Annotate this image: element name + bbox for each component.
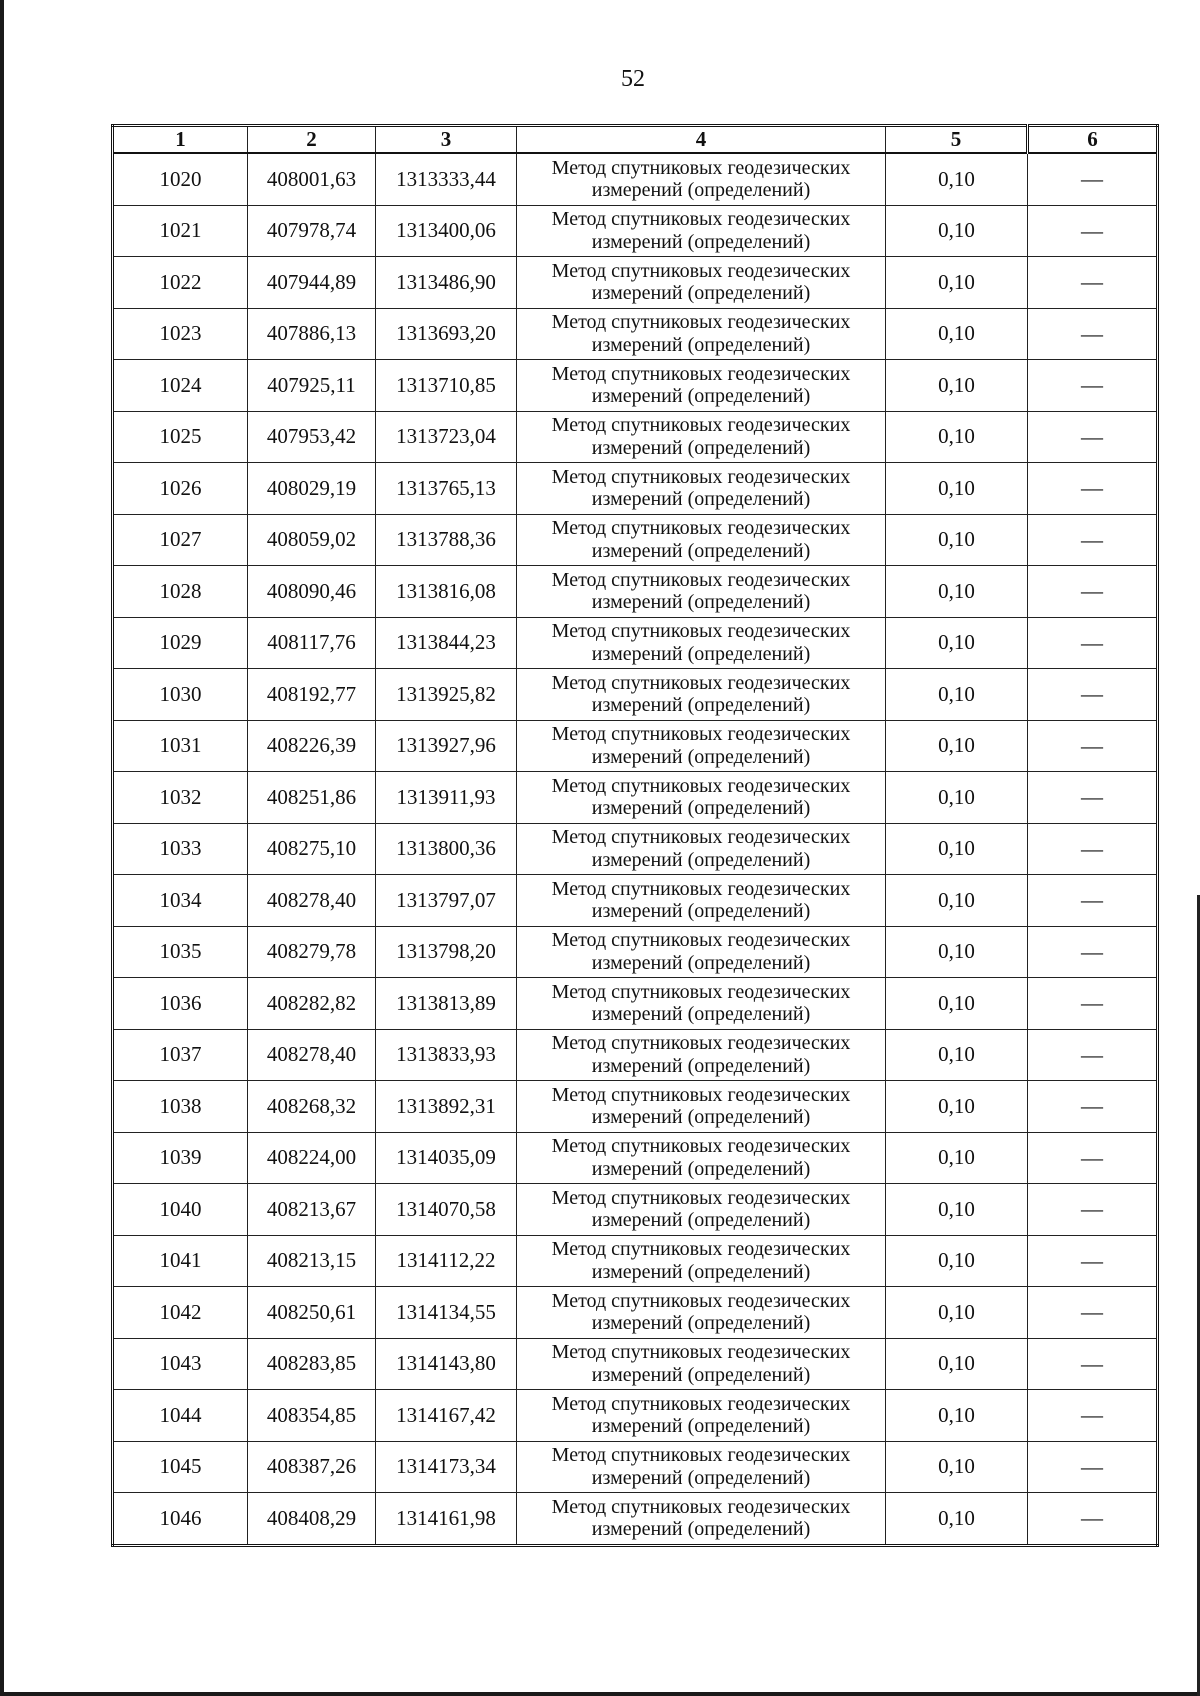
coordinates-table [111, 124, 1159, 1547]
method-cell: Метод спутниковых геодезических измерений (определений) [517, 257, 886, 309]
coordinate-y-cell: 1314161,98 [376, 1493, 517, 1546]
method-cell: Метод спутниковых геодезических измерений (определений) [517, 514, 886, 566]
accuracy-cell: 0,10 [886, 1493, 1028, 1546]
point-number-cell: 1038 [113, 1081, 248, 1133]
description-cell: — [1028, 1081, 1158, 1133]
coordinate-y-cell: 1314035,09 [376, 1132, 517, 1184]
table-row [113, 308, 1158, 360]
accuracy-cell: 0,10 [886, 1132, 1028, 1184]
description-cell: — [1028, 772, 1158, 824]
description-cell: — [1028, 360, 1158, 412]
coordinate-x-cell: 408278,40 [248, 875, 376, 927]
coordinate-y-cell: 1313925,82 [376, 669, 517, 721]
coordinate-y-cell: 1314173,34 [376, 1441, 517, 1493]
description-cell: — [1028, 1029, 1158, 1081]
coordinate-y-cell: 1314134,55 [376, 1287, 517, 1339]
coordinate-x-cell: 408226,39 [248, 720, 376, 772]
method-cell: Метод спутниковых геодезических измерений (определений) [517, 205, 886, 257]
coordinate-y-cell: 1313400,06 [376, 205, 517, 257]
point-number-cell: 1029 [113, 617, 248, 669]
coordinate-x-cell: 408224,00 [248, 1132, 376, 1184]
page-number: 52 [621, 66, 645, 92]
point-number-cell: 1037 [113, 1029, 248, 1081]
method-cell: Метод спутниковых геодезических измерений (определений) [517, 1081, 886, 1133]
table-row [113, 360, 1158, 412]
table-row [113, 823, 1158, 875]
description-cell: — [1028, 823, 1158, 875]
accuracy-cell: 0,10 [886, 257, 1028, 309]
accuracy-cell: 0,10 [886, 669, 1028, 721]
table-row [113, 617, 1158, 669]
description-cell: — [1028, 463, 1158, 515]
accuracy-cell: 0,10 [886, 772, 1028, 824]
method-cell: Метод спутниковых геодезических измерений (определений) [517, 1029, 886, 1081]
coordinate-y-cell: 1313813,89 [376, 978, 517, 1030]
method-cell: Метод спутниковых геодезических измерений (определений) [517, 308, 886, 360]
coordinate-x-cell: 408213,67 [248, 1184, 376, 1236]
point-number-cell: 1044 [113, 1390, 248, 1442]
point-number-cell: 1033 [113, 823, 248, 875]
scan-border-bottom [0, 1692, 1200, 1696]
coordinate-x-cell: 407925,11 [248, 360, 376, 412]
table-row [113, 1235, 1158, 1287]
point-number-cell: 1030 [113, 669, 248, 721]
method-cell: Метод спутниковых геодезических измерений (определений) [517, 1390, 886, 1442]
description-cell: — [1028, 617, 1158, 669]
point-number-cell: 1034 [113, 875, 248, 927]
table-row [113, 926, 1158, 978]
accuracy-cell: 0,10 [886, 978, 1028, 1030]
point-number-cell: 1046 [113, 1493, 248, 1546]
table-header [113, 126, 1158, 154]
method-cell: Метод спутниковых геодезических измерений (определений) [517, 1493, 886, 1546]
method-cell: Метод спутниковых геодезических измерений (определений) [517, 926, 886, 978]
point-number-cell: 1026 [113, 463, 248, 515]
coordinate-y-cell: 1313798,20 [376, 926, 517, 978]
description-cell: — [1028, 411, 1158, 463]
column-header-4: 4 [517, 126, 886, 154]
table-row [113, 1287, 1158, 1339]
column-header-2: 2 [248, 126, 376, 154]
description-cell: — [1028, 1338, 1158, 1390]
point-number-cell: 1025 [113, 411, 248, 463]
table-row [113, 669, 1158, 721]
coordinate-x-cell: 408275,10 [248, 823, 376, 875]
table-row [113, 205, 1158, 257]
accuracy-cell: 0,10 [886, 1287, 1028, 1339]
point-number-cell: 1028 [113, 566, 248, 618]
coordinate-y-cell: 1314070,58 [376, 1184, 517, 1236]
table-body [113, 153, 1158, 1545]
method-cell: Метод спутниковых геодезических измерений (определений) [517, 720, 886, 772]
point-number-cell: 1042 [113, 1287, 248, 1339]
coordinate-x-cell: 408090,46 [248, 566, 376, 618]
coordinate-y-cell: 1314143,80 [376, 1338, 517, 1390]
table-row [113, 1184, 1158, 1236]
point-number-cell: 1023 [113, 308, 248, 360]
accuracy-cell: 0,10 [886, 875, 1028, 927]
coordinate-y-cell: 1313892,31 [376, 1081, 517, 1133]
table-row [113, 1390, 1158, 1442]
point-number-cell: 1021 [113, 205, 248, 257]
description-cell: — [1028, 566, 1158, 618]
table-row [113, 566, 1158, 618]
coordinate-y-cell: 1313333,44 [376, 153, 517, 205]
method-cell: Метод спутниковых геодезических измерений (определений) [517, 360, 886, 412]
column-header-6: 6 [1028, 126, 1158, 154]
coordinate-y-cell: 1313816,08 [376, 566, 517, 618]
method-cell: Метод спутниковых геодезических измерений (определений) [517, 669, 886, 721]
description-cell: — [1028, 514, 1158, 566]
coordinate-x-cell: 408408,29 [248, 1493, 376, 1546]
coordinate-x-cell: 408268,32 [248, 1081, 376, 1133]
coordinate-x-cell: 408283,85 [248, 1338, 376, 1390]
point-number-cell: 1045 [113, 1441, 248, 1493]
point-number-cell: 1041 [113, 1235, 248, 1287]
point-number-cell: 1024 [113, 360, 248, 412]
table-row [113, 1441, 1158, 1493]
coordinate-y-cell: 1313911,93 [376, 772, 517, 824]
description-cell: — [1028, 205, 1158, 257]
method-cell: Метод спутниковых геодезических измерений (определений) [517, 463, 886, 515]
coordinate-y-cell: 1314112,22 [376, 1235, 517, 1287]
coordinate-x-cell: 408117,76 [248, 617, 376, 669]
accuracy-cell: 0,10 [886, 1029, 1028, 1081]
accuracy-cell: 0,10 [886, 1081, 1028, 1133]
method-cell: Метод спутниковых геодезических измерений (определений) [517, 1184, 886, 1236]
coordinate-y-cell: 1313693,20 [376, 308, 517, 360]
description-cell: — [1028, 153, 1158, 205]
accuracy-cell: 0,10 [886, 411, 1028, 463]
method-cell: Метод спутниковых геодезических измерений (определений) [517, 617, 886, 669]
coordinate-x-cell: 408029,19 [248, 463, 376, 515]
point-number-cell: 1027 [113, 514, 248, 566]
description-cell: — [1028, 1132, 1158, 1184]
header-row [113, 126, 1158, 154]
coordinate-x-cell: 408282,82 [248, 978, 376, 1030]
point-number-cell: 1035 [113, 926, 248, 978]
description-cell: — [1028, 978, 1158, 1030]
description-cell: — [1028, 1441, 1158, 1493]
description-cell: — [1028, 257, 1158, 309]
method-cell: Метод спутниковых геодезических измерений (определений) [517, 1235, 886, 1287]
description-cell: — [1028, 926, 1158, 978]
method-cell: Метод спутниковых геодезических измерений (определений) [517, 566, 886, 618]
column-header-1: 1 [113, 126, 248, 154]
table-row [113, 463, 1158, 515]
column-header-5: 5 [886, 126, 1028, 154]
scan-border-left [0, 0, 4, 1696]
point-number-cell: 1040 [113, 1184, 248, 1236]
accuracy-cell: 0,10 [886, 308, 1028, 360]
coordinate-y-cell: 1313723,04 [376, 411, 517, 463]
coordinate-x-cell: 407978,74 [248, 205, 376, 257]
accuracy-cell: 0,10 [886, 205, 1028, 257]
coordinate-y-cell: 1314167,42 [376, 1390, 517, 1442]
description-cell: — [1028, 1184, 1158, 1236]
table-row [113, 411, 1158, 463]
method-cell: Метод спутниковых геодезических измерений (определений) [517, 978, 886, 1030]
accuracy-cell: 0,10 [886, 823, 1028, 875]
accuracy-cell: 0,10 [886, 720, 1028, 772]
point-number-cell: 1043 [113, 1338, 248, 1390]
table-row [113, 1029, 1158, 1081]
coordinate-x-cell: 407886,13 [248, 308, 376, 360]
point-number-cell: 1020 [113, 153, 248, 205]
coordinate-x-cell: 407944,89 [248, 257, 376, 309]
coordinate-x-cell: 408278,40 [248, 1029, 376, 1081]
coordinate-x-cell: 408354,85 [248, 1390, 376, 1442]
method-cell: Метод спутниковых геодезических измерений (определений) [517, 1132, 886, 1184]
accuracy-cell: 0,10 [886, 617, 1028, 669]
accuracy-cell: 0,10 [886, 1441, 1028, 1493]
table-row [113, 772, 1158, 824]
method-cell: Метод спутниковых геодезических измерений (определений) [517, 1441, 886, 1493]
method-cell: Метод спутниковых геодезических измерений (определений) [517, 153, 886, 205]
table-row [113, 514, 1158, 566]
coordinate-x-cell: 408387,26 [248, 1441, 376, 1493]
accuracy-cell: 0,10 [886, 926, 1028, 978]
coordinate-y-cell: 1313833,93 [376, 1029, 517, 1081]
coordinate-x-cell: 408001,63 [248, 153, 376, 205]
coordinate-x-cell: 408192,77 [248, 669, 376, 721]
coordinate-y-cell: 1313486,90 [376, 257, 517, 309]
coordinate-y-cell: 1313844,23 [376, 617, 517, 669]
accuracy-cell: 0,10 [886, 566, 1028, 618]
description-cell: — [1028, 875, 1158, 927]
table-row [113, 1338, 1158, 1390]
accuracy-cell: 0,10 [886, 1184, 1028, 1236]
point-number-cell: 1036 [113, 978, 248, 1030]
table-row [113, 875, 1158, 927]
accuracy-cell: 0,10 [886, 1338, 1028, 1390]
accuracy-cell: 0,10 [886, 360, 1028, 412]
description-cell: — [1028, 1287, 1158, 1339]
description-cell: — [1028, 1390, 1158, 1442]
column-header-3: 3 [376, 126, 517, 154]
table-row [113, 153, 1158, 205]
coordinate-y-cell: 1313710,85 [376, 360, 517, 412]
point-number-cell: 1039 [113, 1132, 248, 1184]
coordinate-y-cell: 1313765,13 [376, 463, 517, 515]
table-row [113, 1132, 1158, 1184]
table-row [113, 257, 1158, 309]
description-cell: — [1028, 669, 1158, 721]
table-row [113, 720, 1158, 772]
coordinate-y-cell: 1313800,36 [376, 823, 517, 875]
coordinate-x-cell: 407953,42 [248, 411, 376, 463]
coordinate-y-cell: 1313797,07 [376, 875, 517, 927]
coordinate-x-cell: 408059,02 [248, 514, 376, 566]
accuracy-cell: 0,10 [886, 514, 1028, 566]
description-cell: — [1028, 1493, 1158, 1546]
method-cell: Метод спутниковых геодезических измерений (определений) [517, 411, 886, 463]
description-cell: — [1028, 720, 1158, 772]
table-row [113, 1081, 1158, 1133]
coordinate-x-cell: 408213,15 [248, 1235, 376, 1287]
accuracy-cell: 0,10 [886, 463, 1028, 515]
method-cell: Метод спутниковых геодезических измерений (определений) [517, 1338, 886, 1390]
accuracy-cell: 0,10 [886, 1390, 1028, 1442]
coordinate-y-cell: 1313927,96 [376, 720, 517, 772]
coordinate-x-cell: 408279,78 [248, 926, 376, 978]
method-cell: Метод спутниковых геодезических измерений (определений) [517, 1287, 886, 1339]
table-row [113, 1493, 1158, 1546]
point-number-cell: 1022 [113, 257, 248, 309]
table-row [113, 978, 1158, 1030]
method-cell: Метод спутниковых геодезических измерений (определений) [517, 823, 886, 875]
point-number-cell: 1032 [113, 772, 248, 824]
coordinate-x-cell: 408250,61 [248, 1287, 376, 1339]
accuracy-cell: 0,10 [886, 153, 1028, 205]
description-cell: — [1028, 1235, 1158, 1287]
coordinate-x-cell: 408251,86 [248, 772, 376, 824]
description-cell: — [1028, 308, 1158, 360]
method-cell: Метод спутниковых геодезических измерений (определений) [517, 772, 886, 824]
coordinate-y-cell: 1313788,36 [376, 514, 517, 566]
method-cell: Метод спутниковых геодезических измерений (определений) [517, 875, 886, 927]
accuracy-cell: 0,10 [886, 1235, 1028, 1287]
point-number-cell: 1031 [113, 720, 248, 772]
